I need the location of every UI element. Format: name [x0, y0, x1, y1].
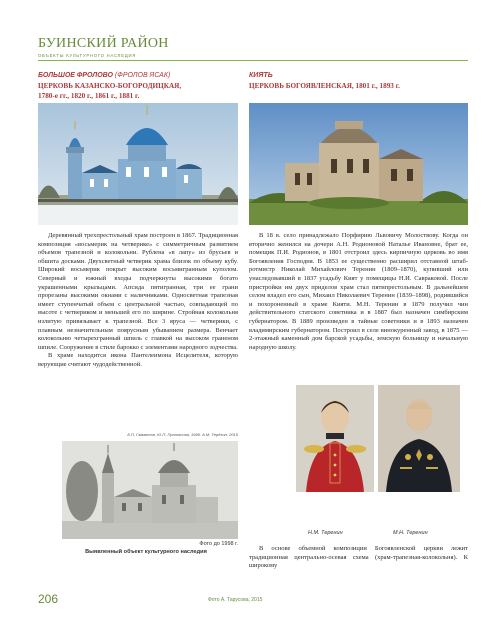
- article-paragraph: В храме находится икона Пантелеимона Исцелителя, которую верующие считают чудодейственной.: [38, 352, 238, 368]
- article-paragraph: В 18 в. село принадлежало Порфирию Львовичу Молоствову. Когда он вторично женился на дочери А.Н. Родионовой Наталье Ивановне, брат ее, помещик П.И. Родионов, в 1801 отстроил здесь кирпичную церковь во имя Богоявления Господня. В 1853 ее существенно расширил отставной штаб-ротмистр Николай Михайлович Теренин (1809–1870), купивший или унаследовавший в 1837 усадьбу Кият у помещицы Н.И. Савраковой. После пристройки им двух приделов храм стал пятипрестольным. В дальнейшем селом владел его сын, Михаил Николаевич Теренин (1839–1898), родившийся и похороненный в храме Кияти. М.Н. Теренин в 1879 получил чин действительного статского советника и в 1887 был назначен симбирским губернатором. В 1889 произведен в тайные советники и в 1893 назначен владимирским губернатором. Построил в селе винокуренный завод, в 1875 — 2-этажный каменный дом барской усадьбы, земскую больницу и начальную народную школу.: [249, 232, 468, 351]
- blue-church-illustration: [38, 103, 238, 225]
- article-paragraph: Деревянный трехпрестольный храм построен в 1867. Традиционная композиция «восьмерик на четверике» с симметричным развитием объемов трапезной и колокольни. Рублена «в лапу» из брусьев и обшита досками. Двухсветный четверик храма близок по объему кубу. Широкий восьмерик покрыт высоким восьмигранным куполом. Северный и южный входы подчеркнуты высокими богато украшенными крыльцами. Апсида пятигранная, три ее грани прорезаны высокими окнами с наличниками. Односветная трапезная имеет ступенчатый объем с центральной частью, совпадающей по высоте с четвериком и меньшей его по ширине. Стройная колокольня излитую привязывает к трапезной. Все 3 яруса — четверики, с плавным незначительным поярусным убыванием размера. Венчает колокольню четырехгранный шпиль с главкой на высоком граненом шпиле. Сооружение в стиле барокко с элементами народного зодчества.: [38, 232, 238, 351]
- portrait-caption-right: М.Н. Теренин: [393, 530, 428, 536]
- ruined-church-illustration: [249, 103, 468, 225]
- left-church-photo: [38, 103, 238, 225]
- left-article-text: [38, 232, 238, 370]
- portrait-mn-terenin: [378, 385, 460, 492]
- article-paragraph: В основе объемной композиции Богоявленской церкви лежит традиционная центрально-осевая схема (храм-трапезная-колокольня). К широкому: [249, 545, 468, 570]
- right-church-title: ЦЕРКОВЬ БОГОЯВЛЕНСКАЯ, 1801 г., 1893 г.: [249, 82, 400, 90]
- left-village-name: [38, 72, 170, 79]
- church-title-line: 1780-е гг., 1820 г., 1861 г., 1881 г.: [38, 92, 140, 100]
- village-alt-name: (ФРОЛОВ ЯСАК): [114, 72, 171, 79]
- header-divider: [38, 60, 468, 61]
- right-bottom-text: [249, 545, 468, 571]
- portrait-young-officer: [296, 385, 374, 492]
- church-title-line: ЦЕРКОВЬ КАЗАНСКО-БОГОРОДИЦКАЯ,: [38, 82, 182, 90]
- section-title: БУИНСКИЙ РАЙОН: [38, 36, 169, 51]
- photo-credit-note: Б.П. Гамаюнов, Ю.П. Протасова, 1999. А.М. Терёхин, 2015: [127, 432, 238, 437]
- archival-church-photo: [62, 441, 238, 539]
- photo-credit-footer: Фото А. Тарусова, 2015: [208, 597, 263, 603]
- section-subtitle: ОБЪЕКТЫ КУЛЬТУРНОГО НАСЛЕДИЯ: [38, 53, 137, 58]
- village-name: БОЛЬШОЕ ФРОЛОВО: [38, 72, 113, 79]
- right-village-name: КИЯТЬ: [249, 72, 273, 79]
- archival-photo-date: Фото до 1998 г.: [199, 541, 238, 547]
- wooden-church-illustration: [62, 441, 238, 539]
- portrait-bearded-official: [378, 385, 460, 492]
- portrait-caption-left: Н.М. Теренин: [308, 530, 343, 536]
- left-church-title: [38, 81, 238, 101]
- right-article-text: [249, 232, 468, 352]
- heritage-status-caption: Выявленный объект культурного наследия: [85, 549, 207, 555]
- portrait-nm-terenin: [296, 385, 374, 492]
- page-number: 206: [38, 592, 59, 606]
- right-church-photo: [249, 103, 468, 225]
